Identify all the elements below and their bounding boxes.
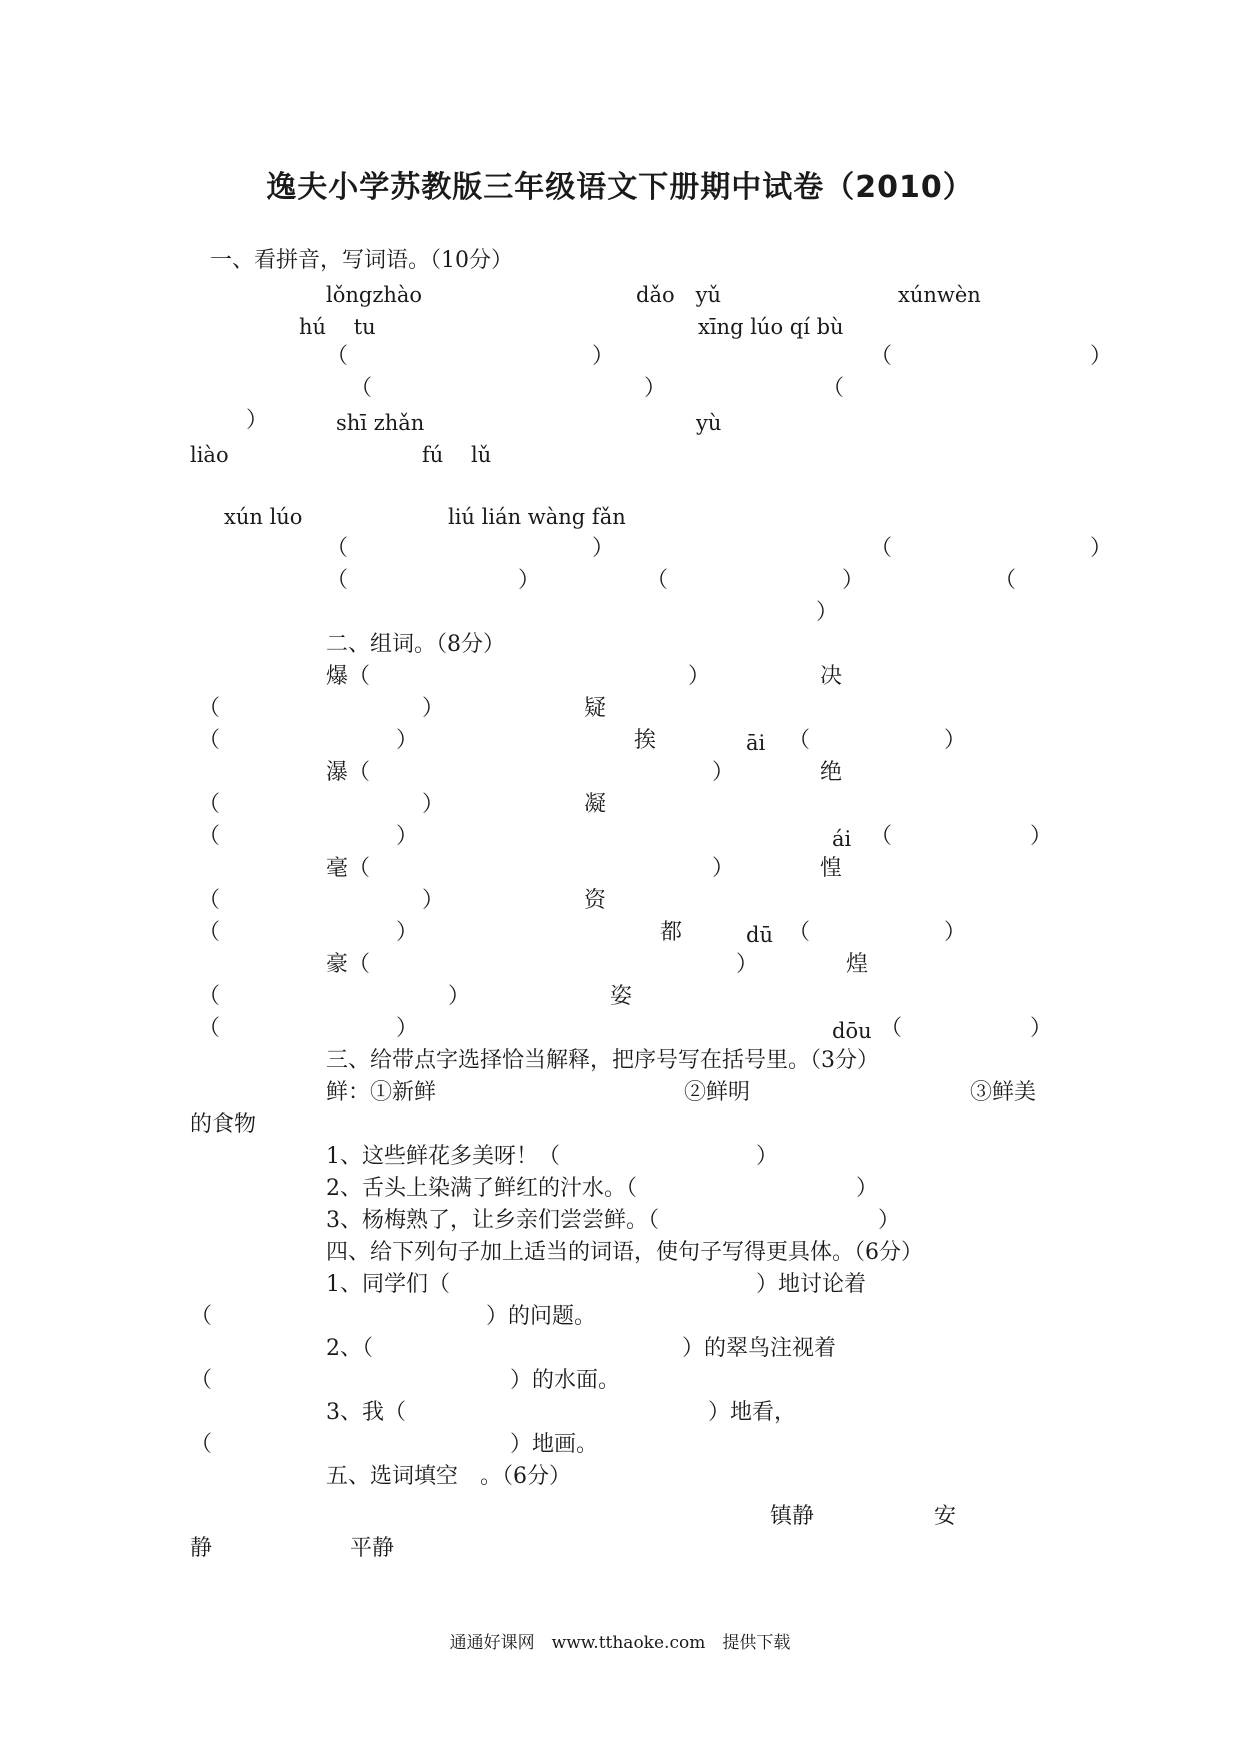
word-hao: 毫（ [326,856,371,881]
answer-blank-open: （ [198,920,221,945]
answer-blank-close: ） [396,920,419,945]
answer-blank-open: （ [198,792,221,817]
question-4-1-tail: ）地讨论着 [756,1272,867,1297]
question-4-3-tail: ）地看， [708,1400,797,1425]
answer-blank-open: （ [880,1016,903,1041]
answer-blank-close: ） [518,568,541,593]
answer-blank-open: （ [190,1368,213,1393]
answer-blank-close: ） [396,1016,419,1041]
word-zi: 资 [584,888,607,913]
answer-blank-open: （ [198,696,221,721]
page-title: 逸夫小学苏教版三年级语文下册期中试卷（2010） [266,170,974,205]
question-4-3-end: ）地画。 [510,1432,599,1457]
answer-blank-open: （ [198,888,221,913]
question-3-2: 2、舌头上染满了鲜红的汁水。（ [326,1176,637,1201]
question-4-2-tail: ）的翠鸟注视着 [682,1336,837,1361]
question-4-2-end: ）的水面。 [510,1368,621,1393]
answer-blank-open: （ [788,920,811,945]
word-huang2: 煌 [846,952,869,977]
pinyin-shizhan: shī zhǎn [336,411,425,435]
answer-blank-open: （ [198,824,221,849]
answer-blank-open: （ [870,536,893,561]
answer-blank-close: ） [944,920,967,945]
answer-blank-close: ） [448,984,471,1009]
answer-blank-close: ） [592,536,615,561]
answer-blank-close: ） [756,1144,779,1169]
section-4-heading: 四、给下列句子加上适当的词语，使句子写得更具体。（6分） [326,1240,923,1265]
pinyin-xunluo: xún lúo [224,505,303,529]
question-4-1-end: ）的问题。 [486,1304,597,1329]
page-footer: 通通好课网 www.tthaoke.com 提供下载 [449,1633,791,1653]
answer-blank-close: ） [396,728,419,753]
word-ning: 凝 [584,792,607,817]
pinyin-ai1: āi [746,731,766,755]
word-du: 都 [660,920,683,945]
word-bao: 爆（ [326,664,371,689]
answer-blank-close: ） [422,888,445,913]
answer-blank-close: ） [396,824,419,849]
xian-option-3: ③鲜美 [970,1080,1037,1105]
section-2-heading: 二、组词。（8分） [326,632,505,657]
word-ai: 挨 [634,728,657,753]
answer-blank-open: （ [870,344,893,369]
xian-option-3-cont: 的食物 [190,1112,257,1137]
answer-blank-close: ） [422,696,445,721]
pinyin-hutu: hú tu [299,315,376,339]
pinyin-yu: yù [696,411,722,435]
word-pingjing: 平静 [350,1536,395,1561]
xian-definitions-label: 鲜：①新鲜 [326,1080,437,1105]
answer-blank-close: ） [246,408,269,433]
word-zhenjing: 镇静 [770,1504,815,1529]
answer-blank-close: ） [712,760,735,785]
answer-blank-close: ） [816,600,839,625]
word-huang: 惶 [820,856,843,881]
pinyin-dou1: dōu [832,1019,872,1043]
answer-blank-open: （ [350,376,373,401]
word-anjing-part1: 安 [934,1504,957,1529]
answer-blank-close: ） [1090,536,1113,561]
answer-blank-close: ） [592,344,615,369]
answer-blank-open: （ [198,728,221,753]
pinyin-longzhao: lǒngzhào [326,283,423,307]
answer-blank-close: ） [736,952,759,977]
pinyin-daoyu: dǎo yǔ [636,283,721,307]
question-4-3: 3、我（ [326,1400,406,1425]
answer-blank-open: （ [326,344,349,369]
section-3-heading: 三、给带点字选择恰当解释，把序号写在括号里。（3分） [326,1048,879,1073]
word-zi2: 姿 [610,984,633,1009]
answer-blank-open: （ [646,568,669,593]
answer-blank-open: （ [994,568,1017,593]
answer-blank-close: ） [1090,344,1113,369]
answer-blank-close: ） [842,568,865,593]
pinyin-liulianwangfan: liú lián wàng fǎn [448,505,626,529]
pinyin-xunwen: xúnwèn [898,283,981,307]
answer-blank-open: （ [198,984,221,1009]
word-hao2: 豪（ [326,952,371,977]
answer-blank-close: ） [856,1176,879,1201]
question-4-1: 1、同学们（ [326,1272,450,1297]
answer-blank-open: （ [870,824,893,849]
word-yi: 疑 [584,696,607,721]
answer-blank-close: ） [1030,1016,1053,1041]
answer-blank-close: ） [644,376,667,401]
answer-blank-close: ） [944,728,967,753]
word-jue2: 绝 [820,760,843,785]
answer-blank-close: ） [1030,824,1053,849]
answer-blank-close: ） [688,664,711,689]
pinyin-xingluoqibu: xīng lúo qí bù [698,315,844,339]
pinyin-ai2: ái [832,827,852,851]
word-anjing-part2: 静 [190,1536,213,1561]
pinyin-fulu: fú lǔ [422,443,492,467]
section-1-heading: 一、看拼音，写词语。（10分） [210,248,513,273]
pinyin-du1: dū [746,923,773,947]
answer-blank-open: （ [326,568,349,593]
answer-blank-open: （ [190,1304,213,1329]
answer-blank-open: （ [822,376,845,401]
question-3-3: 3、杨梅熟了，让乡亲们尝尝鲜。（ [326,1208,659,1233]
pinyin-liao: liào [190,443,229,467]
xian-option-2: ②鲜明 [684,1080,751,1105]
answer-blank-open: （ [326,536,349,561]
answer-blank-open: （ [198,1016,221,1041]
answer-blank-open: （ [788,728,811,753]
answer-blank-close: ） [422,792,445,817]
word-jue: 决 [820,664,843,689]
question-4-2: 2、（ [326,1336,373,1361]
section-5-heading: 五、选词填空 。（6分） [326,1464,571,1489]
answer-blank-open: （ [190,1432,213,1457]
answer-blank-close: ） [712,856,735,881]
answer-blank-close: ） [878,1208,901,1233]
word-pu: 瀑（ [326,760,371,785]
question-3-1: 1、这些鲜花多美呀！（ [326,1144,560,1169]
